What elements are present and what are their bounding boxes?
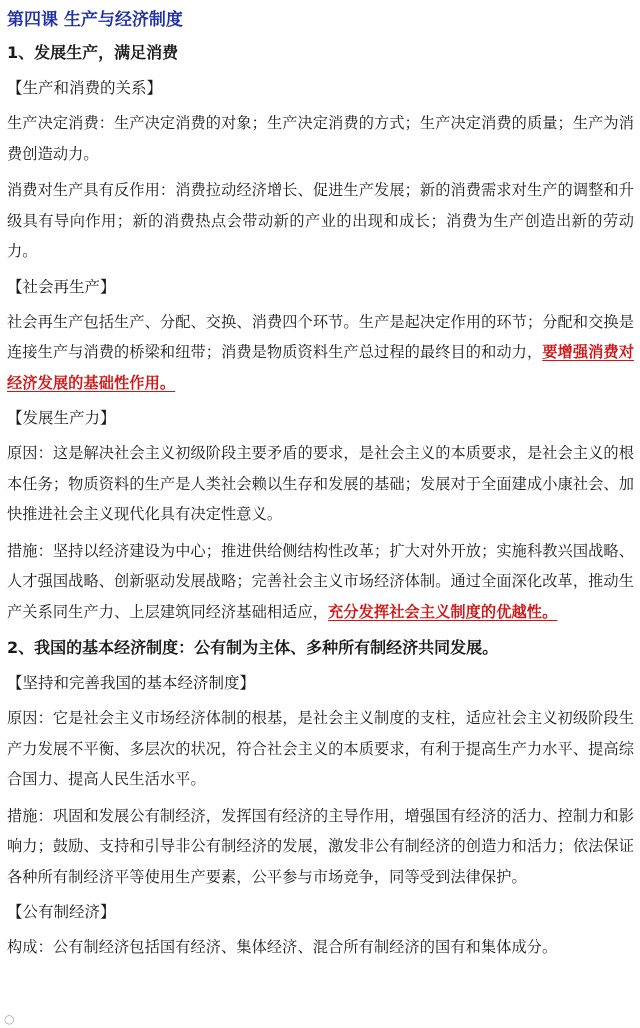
paragraph-production-determines-consumption: 生产决定消费：生产决定消费的对象；生产决定消费的方式；生产决定消费的质量；生产为消费创造动力。 (7, 114, 634, 163)
paragraph-consumption-reacts-on-production: 消费对生产具有反作用：消费拉动经济增长、促进生产发展；新的消费需求对生产的调整和升级具有导向作用；新的消费热点会带动新的产业的出现和成长；消费为生产创造出新的劳动力。 (7, 181, 634, 260)
subheading-develop-productivity: 【发展生产力】 (7, 409, 116, 427)
subheading-production-consumption: 【生产和消费的关系】 (7, 79, 163, 97)
paragraph-basic-system-reason: 原因：它是社会主义市场经济体制的根基，是社会主义制度的支柱，适应社会主义初级阶段生产力发展不平衡、多层次的状况，符合社会主义的本质要求，有利于提高生产力水平、提高综合国力、提高人民生活水平。 (7, 709, 634, 788)
section-2-heading: 2、我国的基本经济制度：公有制为主体、多种所有制经济共同发展。 (7, 638, 499, 657)
social-reproduction-text: 社会再生产包括生产、分配、交换、消费四个环节。生产是起决定作用的环节；分配和交换是连接生产与消费的桥梁和纽带；消费是物质资料生产总过程的最终目的和动力， (7, 312, 634, 361)
subheading-public-ownership: 【公有制经济】 (7, 903, 116, 921)
lesson-title: 第四课 生产与经济制度 (7, 10, 183, 30)
social-reproduction-emphasis: 要增强消费对经济发展的基础性作用。 (7, 343, 635, 392)
section-1-heading: 1、发展生产，满足消费 (7, 43, 179, 62)
paragraph-basic-system-measures: 措施：巩固和发展公有制经济，发挥国有经济的主导作用，增强国有经济的活力、控制力和影响力；鼓励、支持和引导非公有制经济的发展，激发非公有制经济的创造力和活力；依法保证各种所有制经济平等使用生产要素，公平参与市场竞争，同等受到法律保护。 (7, 806, 634, 886)
subheading-basic-economic-system: 【坚持和完善我国的基本经济制度】 (7, 674, 256, 692)
productivity-measures-text: 措施：坚持以经济建设为中心；推进供给侧结构性改革；扩大对外开放；实施科教兴国战略、人才强国战略、创新驱动发展战略；完善社会主义市场经济体制。通过全面深化改革，推动生产关系同生产力、上层建筑同经济基础相适应， (7, 541, 634, 621)
paragraph-productivity-reason: 原因：这是解决社会主义初级阶段主要矛盾的要求，是社会主义的本质要求，是社会主义的根本任务；物质资料的生产是人类社会赖以生存和发展的基础；发展对于全面建成小康社会、加快推进社会主义现代化具有决定性意义。 (7, 444, 634, 523)
watermark-logo: ○ (4, 1012, 15, 1026)
paragraph-public-ownership-composition: 构成：公有制经济包括国有经济、集体经济、混合所有制经济的国有和集体成分。 (7, 938, 558, 956)
paragraph-social-reproduction (7, 307, 634, 399)
paragraph-productivity-measures (7, 536, 634, 628)
productivity-measures-emphasis: 充分发挥社会主义制度的优越性。 (328, 602, 558, 621)
subheading-social-reproduction: 【社会再生产】 (7, 277, 116, 296)
